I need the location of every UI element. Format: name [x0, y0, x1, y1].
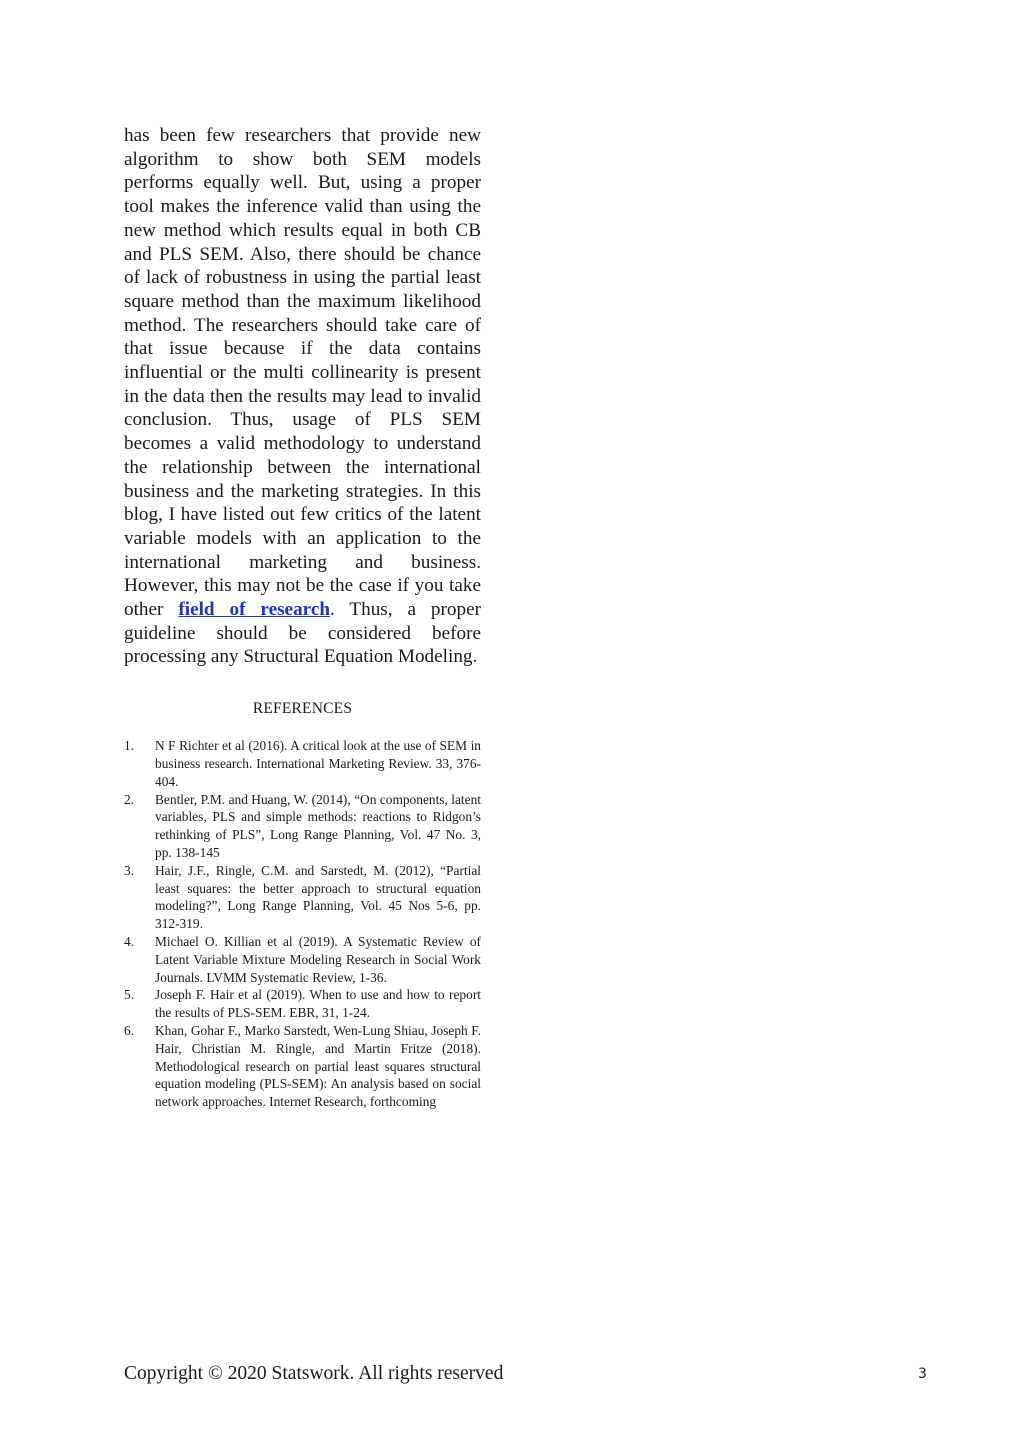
field-of-research-link[interactable]: field of research [178, 599, 331, 621]
page-number: 3 [918, 1366, 927, 1382]
reference-number: 5. [124, 987, 135, 1003]
footer-copyright: Copyright © 2020 Statswork. All rights reserved [124, 1363, 504, 1384]
reference-number: 2. [124, 791, 135, 807]
reference-item [124, 986, 481, 1022]
reference-item [124, 862, 481, 933]
reference-number: 3. [124, 862, 135, 878]
body-paragraph [124, 124, 481, 669]
reference-item [124, 791, 481, 862]
reference-number: 1. [124, 738, 135, 754]
reference-text: Joseph F. Hair et al (2019). When to use and how to report the results of PLS-SEM. EBR, 31, 1-24. [155, 987, 481, 1021]
reference-number: 6. [124, 1022, 135, 1038]
main-column [124, 124, 481, 1111]
reference-text: Bentler, P.M. and Huang, W. (2014), “On components, latent variables, PLS and simple methods: reactions to Ridgon’s rethinking of PLS”, Long Range Planning, Vol. 47 No. 3, pp. 138-145 [155, 791, 481, 860]
reference-item [124, 737, 481, 790]
references-heading: REFERENCES [252, 700, 353, 718]
reference-text: Hair, J.F., Ringle, C.M. and Sarstedt, M. (2012), “Partial least squares: the better approach to structural equation modeling?”, Long Range Planning, Vol. 45 Nos 5-6, pp. 312-319. [155, 862, 481, 932]
references-list [124, 737, 481, 1111]
reference-item [124, 933, 481, 986]
reference-text: Khan, Gohar F., Marko Sarstedt, Wen-Lung Shiau, Joseph F. Hair, Christian M. Ringle, and Martin Fritze (2018). Methodological research on partial least squares structural equation modeling (PLS-SEM): An analysis based on social network approaches. Internet Research, forthcoming [155, 1022, 481, 1110]
reference-number: 4. [124, 933, 135, 949]
reference-item [124, 1022, 481, 1111]
body-text-after-link: . Thus, a proper guideline should be considered before processing any Structural Equation Modeling. [124, 599, 481, 668]
body-text-before-link: has been few researchers that provide new algorithm to show both SEM models performs equally well. But, using a proper tool makes the inference valid than using the new method which results equal in both CB and PLS SEM. Also, there should be chance of lack of robustness in using the partial least square method than the maximum likelihood method. The researchers should take care of that issue because if the data contains influential or the multi collinearity is present in the data then the results may lead to invalid conclusion. Thus, usage of PLS SEM becomes a valid methodology to understand the relationship between the international business and the marketing strategies. In this blog, I have listed out few critics of the latent variable models with an application to the international marketing and business. However, this may not be the case if you take other [124, 125, 481, 621]
reference-text: Michael O. Killian et al (2019). A Systematic Review of Latent Variable Mixture Modeling Research in Social Work Journals. LVMM Systematic Review, 1-36. [155, 933, 481, 985]
reference-text: N F Richter et al (2016). A critical look at the use of SEM in business research. International Marketing Review. 33, 376-404. [155, 738, 481, 789]
